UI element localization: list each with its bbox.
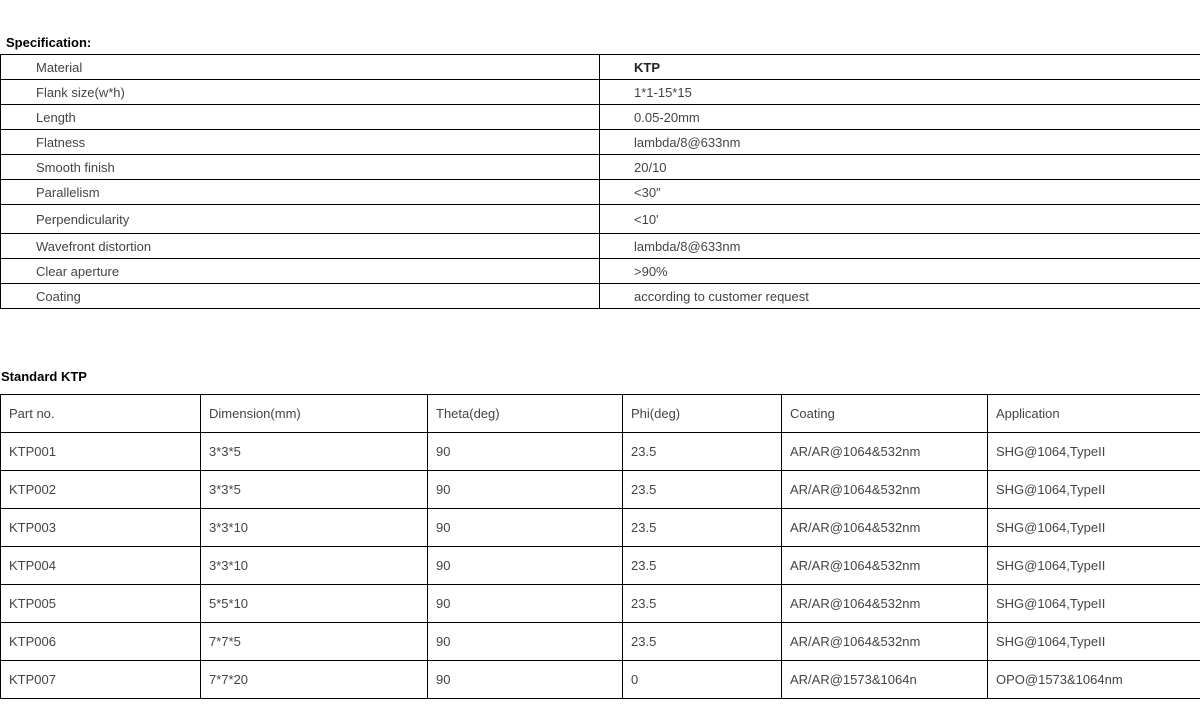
- table-cell: AR/AR@1064&532nm: [782, 547, 988, 585]
- spec-row: [1, 284, 1200, 309]
- spec-label: Flank size(w*h): [1, 80, 600, 105]
- column-header: Part no.: [1, 395, 201, 433]
- spec-label: Coating: [1, 284, 600, 309]
- spec-row: [1, 234, 1200, 259]
- standard-ktp-table: [0, 394, 1200, 699]
- spec-label: Parallelism: [1, 180, 600, 205]
- table-cell: AR/AR@1064&532nm: [782, 623, 988, 661]
- table-cell: 7*7*5: [201, 623, 428, 661]
- table-cell: 3*3*5: [201, 471, 428, 509]
- spec-label: Flatness: [1, 130, 600, 155]
- table-cell: 0: [623, 661, 782, 699]
- table-row: [1, 661, 1200, 699]
- spec-label: Material: [1, 55, 600, 80]
- table-cell: 3*3*10: [201, 547, 428, 585]
- table-cell: KTP004: [1, 547, 201, 585]
- spec-value: >90%: [600, 259, 1200, 284]
- spec-value: 1*1-15*15: [600, 80, 1200, 105]
- table-cell: 90: [428, 661, 623, 699]
- table-cell: 90: [428, 585, 623, 623]
- table-row: [1, 547, 1200, 585]
- table-cell: KTP006: [1, 623, 201, 661]
- spec-label: Wavefront distortion: [1, 234, 600, 259]
- spec-label: Length: [1, 105, 600, 130]
- table-cell: 3*3*10: [201, 509, 428, 547]
- specification-table: [0, 54, 1200, 309]
- table-cell: 23.5: [623, 585, 782, 623]
- spec-value: 20/10: [600, 155, 1200, 180]
- table-cell: OPO@1573&1064nm: [988, 661, 1200, 699]
- table-cell: SHG@1064,TypeII: [988, 585, 1200, 623]
- table-cell: SHG@1064,TypeII: [988, 623, 1200, 661]
- column-header: Phi(deg): [623, 395, 782, 433]
- table-cell: KTP005: [1, 585, 201, 623]
- column-header: Dimension(mm): [201, 395, 428, 433]
- table-cell: 90: [428, 509, 623, 547]
- table-cell: AR/AR@1064&532nm: [782, 509, 988, 547]
- table-row: [1, 509, 1200, 547]
- spec-value: according to customer request: [600, 284, 1200, 309]
- table-cell: AR/AR@1573&1064n: [782, 661, 988, 699]
- table-cell: SHG@1064,TypeII: [988, 547, 1200, 585]
- table-cell: 23.5: [623, 433, 782, 471]
- table-row: [1, 585, 1200, 623]
- spec-value: lambda/8@633nm: [600, 130, 1200, 155]
- column-header: Theta(deg): [428, 395, 623, 433]
- table-row: [1, 471, 1200, 509]
- table-cell: SHG@1064,TypeII: [988, 509, 1200, 547]
- table-row: [1, 433, 1200, 471]
- table-cell: 5*5*10: [201, 585, 428, 623]
- standard-ktp-heading: Standard KTP: [1, 369, 87, 384]
- table-cell: AR/AR@1064&532nm: [782, 471, 988, 509]
- spec-value: <10': [600, 205, 1200, 234]
- table-cell: 3*3*5: [201, 433, 428, 471]
- column-header: Coating: [782, 395, 988, 433]
- spec-label: Perpendicularity: [1, 205, 600, 234]
- spec-value: 0.05-20mm: [600, 105, 1200, 130]
- table-cell: KTP001: [1, 433, 201, 471]
- spec-row: [1, 259, 1200, 284]
- table-cell: KTP003: [1, 509, 201, 547]
- specification-heading: Specification:: [6, 35, 92, 50]
- spec-row: [1, 180, 1200, 205]
- spec-label: Smooth finish: [1, 155, 600, 180]
- table-cell: SHG@1064,TypeII: [988, 433, 1200, 471]
- table-cell: 90: [428, 433, 623, 471]
- spec-label: Clear aperture: [1, 259, 600, 284]
- table-cell: AR/AR@1064&532nm: [782, 585, 988, 623]
- table-cell: SHG@1064,TypeII: [988, 471, 1200, 509]
- spec-row: [1, 105, 1200, 130]
- table-cell: 7*7*20: [201, 661, 428, 699]
- table-cell: 90: [428, 623, 623, 661]
- spec-row: [1, 80, 1200, 105]
- table-cell: KTP002: [1, 471, 201, 509]
- table-cell: 23.5: [623, 471, 782, 509]
- table-cell: 23.5: [623, 509, 782, 547]
- spec-row: [1, 205, 1200, 234]
- table-cell: AR/AR@1064&532nm: [782, 433, 988, 471]
- column-header: Application: [988, 395, 1200, 433]
- table-cell: 23.5: [623, 623, 782, 661]
- table-cell: KTP007: [1, 661, 201, 699]
- table-row: [1, 623, 1200, 661]
- spec-row: [1, 55, 1200, 80]
- spec-value: <30″: [600, 180, 1200, 205]
- table-header-row: [1, 395, 1200, 433]
- table-cell: 90: [428, 471, 623, 509]
- table-cell: 90: [428, 547, 623, 585]
- spec-row: [1, 130, 1200, 155]
- spec-row: [1, 155, 1200, 180]
- spec-value: KTP: [600, 55, 1200, 80]
- table-cell: 23.5: [623, 547, 782, 585]
- spec-value: lambda/8@633nm: [600, 234, 1200, 259]
